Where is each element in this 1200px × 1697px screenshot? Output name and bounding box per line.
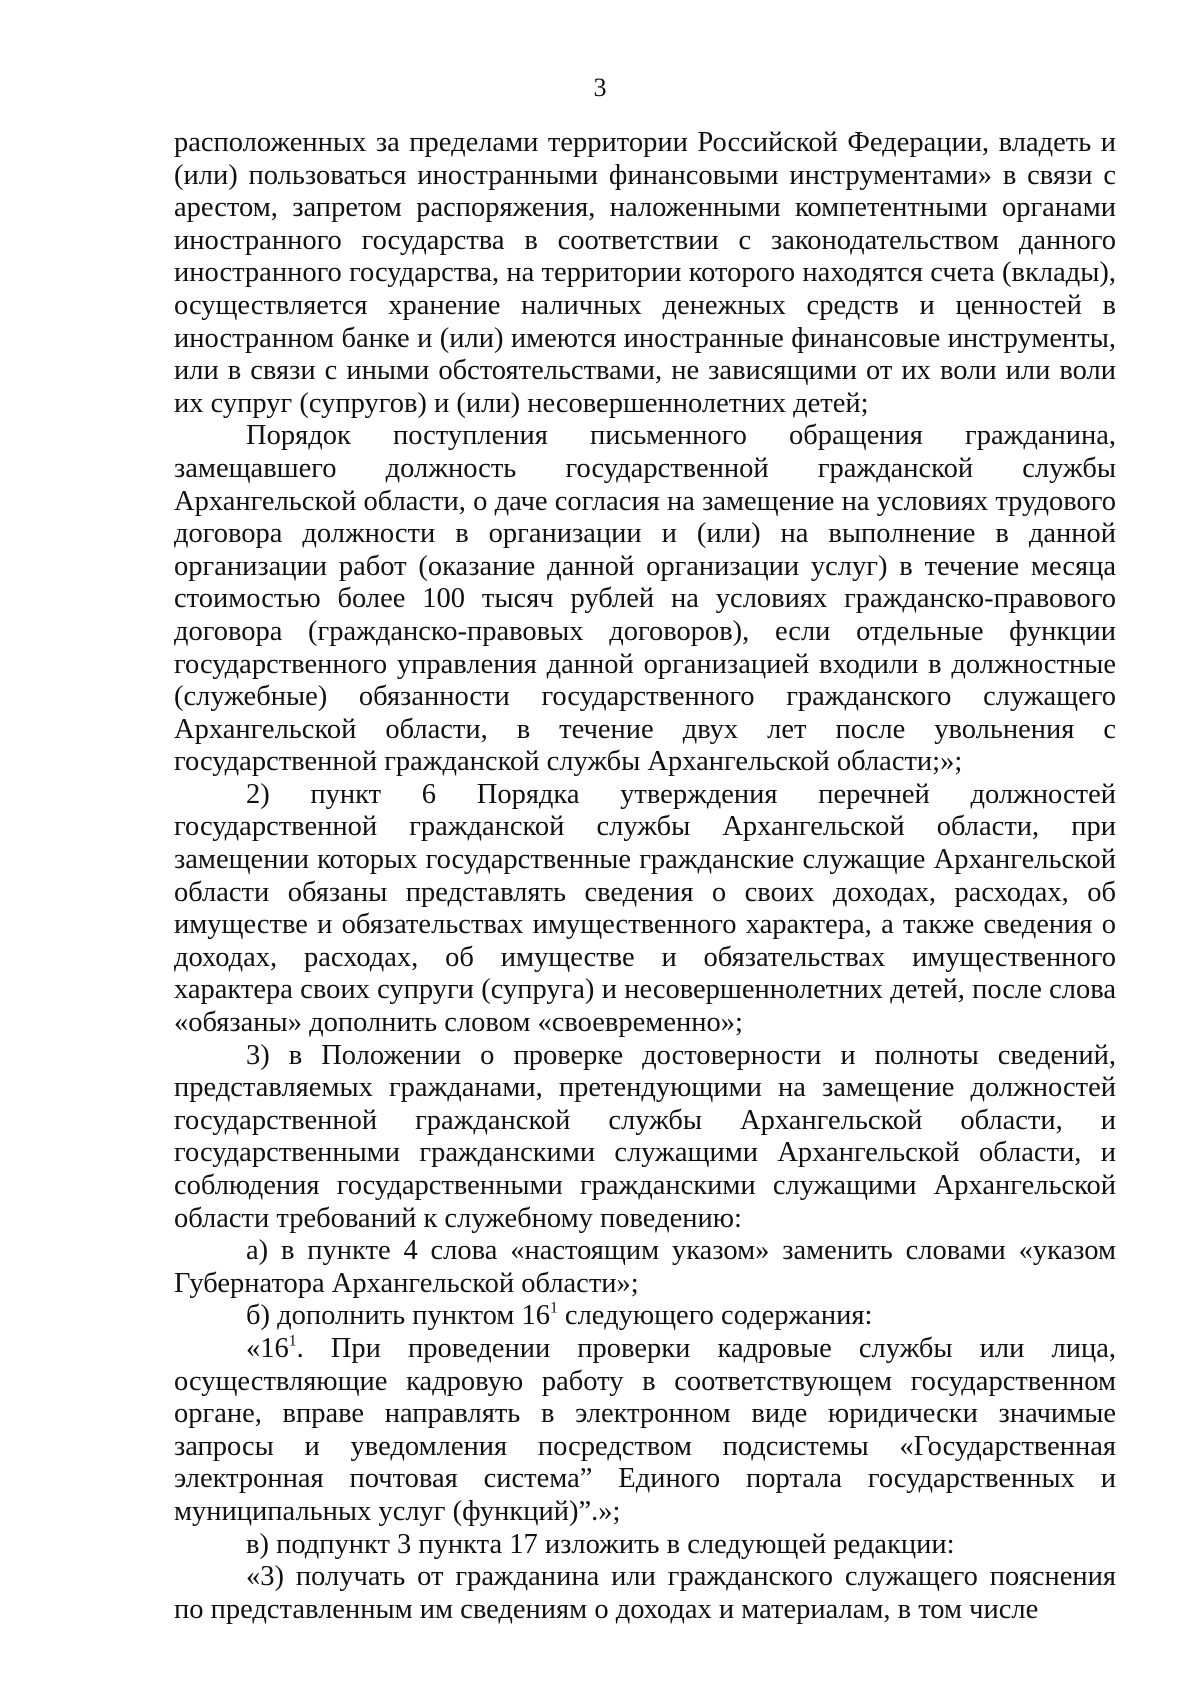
paragraph-subpoint-3: «3) получать от гражданина или гражданского служащего пояснения по представленным им сведениям о доходах и материалам, в том числе xyxy=(174,1561,1116,1625)
point-16-1-superscript: 1 xyxy=(288,1332,297,1350)
paragraph-item-3: 3) в Положении о проверке достоверности и полноты сведений, представляемых гражданами, претендующими на замещение должностей государственной гражданской службы Архангельской области, и государственными гражданскими служащими Архангельской области, и соблюдения государственными гражданскими служащими Архангельской области требований к служебному поведению: xyxy=(174,1039,1116,1234)
page-number: 3 xyxy=(593,73,607,102)
point-16-1-text-start: «16 xyxy=(246,1332,289,1364)
paragraph-subitem-v: в) подпункт 3 пункта 17 изложить в следующей редакции: xyxy=(246,1528,955,1560)
paragraph-item-2: 2) пункт 6 Порядка утверждения перечней должностей государственной гражданской службы Архангельской области, при замещении которых государственные гражданские служащие Архангельской области обязаны представлять сведения о своих доходах, расходах, об имуществе и обязательствах имущественного характера, а также сведения о доходах, расходах, об имуществе и обязательствах имущественного характера своих супруги (супруга) и несовершеннолетних детей, после слова «обязаны» дополнить словом «своевременно»; xyxy=(174,778,1116,1039)
subitem-b-text-start: б) дополнить пунктом 16 xyxy=(246,1300,550,1332)
subitem-b-superscript: 1 xyxy=(549,1299,558,1317)
point-16-1-text-end: . При проведении проверки кадровые службы или лица, осуществляющие кадровую работу в соответствующем государственном органе, вправе направлять в электронном виде юридически значимые запросы и уведомления посредством подсистемы «Государственная электронная почтовая система” Единого портала государственных и муниципальных услуг (функций)”.»; xyxy=(174,1332,1116,1527)
document-body xyxy=(174,127,1116,1626)
paragraph-subitem-b xyxy=(174,1300,1116,1333)
paragraph-procedure-application: Порядок поступления письменного обращения гражданина, замещавшего должность государственной гражданской службы Архангельской области, о даче согласия на замещение на условиях трудового договора должности в организации и (или) на выполнение в данной организации работ (оказание данной организации услуг) в течение месяца стоимостью более 100 тысяч рублей на условиях гражданско-правового договора (гражданско-правовых договоров), если отдельные функции государственного управления данной организацией входили в должностные (служебные) обязанности государственного гражданского служащего Архангельской области, в течение двух лет после увольнения с государственной гражданской службы Архангельской области;»; xyxy=(174,420,1116,778)
subitem-b-text-end: следующего содержания: xyxy=(557,1300,873,1332)
paragraph-foreign-assets: расположенных за пределами территории Российской Федерации, владеть и (или) пользоваться иностранными финансовыми инструментами» в связи с арестом, запретом распоряжения, наложенными компетентными органами иностранного государства в соответствии с законодательством данного иностранного государства, на территории которого находятся счета (вклады), осуществляется хранение наличных денежных средств и ценностей в иностранном банке и (или) имеются иностранные финансовые инструменты, или в связи с иными обстоятельствами, не зависящими от их воли или воли их супруг (супругов) и (или) несовершеннолетних детей; xyxy=(174,127,1116,419)
paragraph-subitem-a: а) в пункте 4 слова «настоящим указом» заменить словами «указом Губернатора Архангельской области»; xyxy=(174,1235,1116,1299)
paragraph-point-16-1 xyxy=(174,1333,1116,1529)
